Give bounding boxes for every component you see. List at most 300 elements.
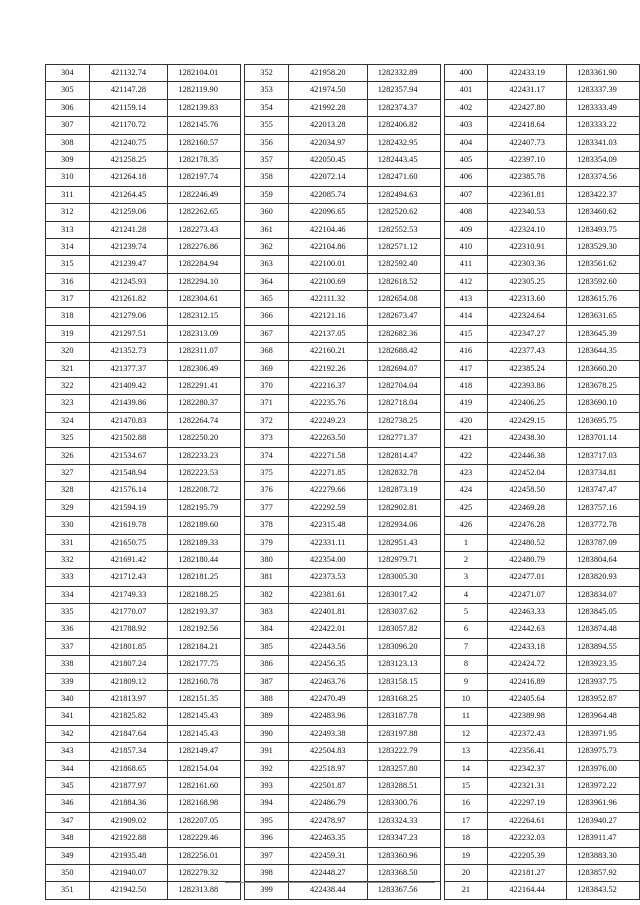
table-row — [444, 169, 639, 186]
x-coordinate-cell: 422393.86 — [488, 378, 567, 395]
point-number-cell: 347 — [46, 812, 90, 829]
x-coordinate-cell: 421245.93 — [89, 273, 168, 290]
x-coordinate-cell: 421909.02 — [89, 812, 168, 829]
x-coordinate-cell: 421868.65 — [89, 760, 168, 777]
y-coordinate-cell: 1282197.74 — [168, 169, 241, 186]
x-coordinate-cell: 422232.03 — [488, 830, 567, 847]
x-coordinate-cell: 422471.07 — [488, 586, 567, 603]
table-row — [245, 534, 440, 551]
y-coordinate-cell: 1283333.22 — [567, 117, 640, 134]
x-coordinate-cell: 421548.94 — [89, 464, 168, 481]
table-row — [245, 238, 440, 255]
point-number-cell: 355 — [245, 117, 289, 134]
x-coordinate-cell: 422385.24 — [488, 360, 567, 377]
point-number-cell: 385 — [245, 638, 289, 655]
table-row — [245, 395, 440, 412]
table-row — [46, 204, 241, 221]
point-number-cell: 365 — [245, 291, 289, 308]
x-coordinate-cell: 421942.50 — [89, 882, 168, 899]
x-coordinate-cell: 421258.25 — [89, 151, 168, 168]
table-row — [46, 151, 241, 168]
table-row — [46, 725, 241, 742]
coordinate-table-1 — [45, 64, 241, 900]
x-coordinate-cell: 422443.56 — [288, 638, 367, 655]
y-coordinate-cell: 1283187.78 — [367, 708, 440, 725]
x-coordinate-cell: 421297.51 — [89, 325, 168, 342]
table-row — [46, 343, 241, 360]
x-coordinate-cell: 421884.36 — [89, 795, 168, 812]
x-coordinate-cell: 421594.19 — [89, 499, 168, 516]
point-number-cell: 407 — [444, 186, 488, 203]
table-row — [245, 882, 440, 899]
table-row — [46, 604, 241, 621]
y-coordinate-cell: 1282934.06 — [367, 517, 440, 534]
y-coordinate-cell: 1282145.43 — [168, 725, 241, 742]
y-coordinate-cell: 1282154.04 — [168, 760, 241, 777]
x-coordinate-cell: 422452.04 — [488, 464, 567, 481]
y-coordinate-cell: 1282192.56 — [168, 621, 241, 638]
x-coordinate-cell: 422100.69 — [288, 273, 367, 290]
x-coordinate-cell: 422463.33 — [488, 604, 567, 621]
y-coordinate-cell: 1282520.62 — [367, 204, 440, 221]
table-row — [444, 586, 639, 603]
point-number-cell: 361 — [245, 221, 289, 238]
y-coordinate-cell: 1283168.25 — [367, 691, 440, 708]
y-coordinate-cell: 1283857.92 — [567, 864, 640, 881]
x-coordinate-cell: 421239.47 — [89, 256, 168, 273]
y-coordinate-cell: 1282682.36 — [367, 325, 440, 342]
y-coordinate-cell: 1283747.47 — [567, 482, 640, 499]
x-coordinate-cell: 422463.35 — [288, 830, 367, 847]
x-coordinate-cell: 422096.65 — [288, 204, 367, 221]
x-coordinate-cell: 422372.43 — [488, 725, 567, 742]
table-row — [245, 760, 440, 777]
x-coordinate-cell: 422085.74 — [288, 186, 367, 203]
point-number-cell: 10 — [444, 691, 488, 708]
point-number-cell: 341 — [46, 708, 90, 725]
x-coordinate-cell: 422263.50 — [288, 430, 367, 447]
x-coordinate-cell: 422192.26 — [288, 360, 367, 377]
point-number-cell: 357 — [245, 151, 289, 168]
x-coordinate-cell: 422478.97 — [288, 812, 367, 829]
table-row — [46, 378, 241, 395]
x-coordinate-cell: 421241.28 — [89, 221, 168, 238]
table-row — [444, 864, 639, 881]
x-coordinate-cell: 421650.75 — [89, 534, 168, 551]
x-coordinate-cell: 422406.25 — [488, 395, 567, 412]
point-number-cell: 408 — [444, 204, 488, 221]
x-coordinate-cell: 422385.78 — [488, 169, 567, 186]
x-coordinate-cell: 421788.92 — [89, 621, 168, 638]
point-number-cell: 307 — [46, 117, 90, 134]
table-row — [444, 569, 639, 586]
table-row — [245, 186, 440, 203]
table-row — [444, 656, 639, 673]
point-number-cell: 331 — [46, 534, 90, 551]
point-number-cell: 395 — [245, 812, 289, 829]
table-row — [46, 673, 241, 690]
point-number-cell: 20 — [444, 864, 488, 881]
point-number-cell: 15 — [444, 778, 488, 795]
table-row — [245, 360, 440, 377]
point-number-cell: 364 — [245, 273, 289, 290]
table-row — [245, 308, 440, 325]
table-row — [245, 638, 440, 655]
x-coordinate-cell: 422342.37 — [488, 760, 567, 777]
point-number-cell: 304 — [46, 65, 90, 82]
point-number-cell: 311 — [46, 186, 90, 203]
point-number-cell: 424 — [444, 482, 488, 499]
point-number-cell: 384 — [245, 621, 289, 638]
point-number-cell: 405 — [444, 151, 488, 168]
point-number-cell: 1 — [444, 534, 488, 551]
x-coordinate-cell: 422013.28 — [288, 117, 367, 134]
y-coordinate-cell: 1283341.03 — [567, 134, 640, 151]
y-coordinate-cell: 1282951.43 — [367, 534, 440, 551]
coordinate-table-3 — [444, 64, 640, 900]
y-coordinate-cell: 1282357.94 — [367, 82, 440, 99]
y-coordinate-cell: 1283644.35 — [567, 343, 640, 360]
y-coordinate-cell: 1283222.79 — [367, 743, 440, 760]
table-row — [245, 117, 440, 134]
table-row — [444, 812, 639, 829]
point-number-cell: 423 — [444, 464, 488, 481]
table-row — [46, 464, 241, 481]
point-number-cell: 406 — [444, 169, 488, 186]
point-number-cell: 410 — [444, 238, 488, 255]
x-coordinate-cell: 422347.27 — [488, 325, 567, 342]
x-coordinate-cell: 422407.73 — [488, 134, 567, 151]
x-coordinate-cell: 421801.85 — [89, 638, 168, 655]
table-row — [444, 743, 639, 760]
y-coordinate-cell: 1282189.60 — [168, 517, 241, 534]
point-number-cell: 402 — [444, 99, 488, 116]
point-number-cell: 359 — [245, 186, 289, 203]
x-coordinate-cell: 422205.39 — [488, 847, 567, 864]
y-coordinate-cell: 1282149.47 — [168, 743, 241, 760]
y-coordinate-cell: 1283615.76 — [567, 291, 640, 308]
table-row — [444, 621, 639, 638]
y-coordinate-cell: 1283333.49 — [567, 99, 640, 116]
x-coordinate-cell: 422477.01 — [488, 569, 567, 586]
x-coordinate-cell: 422072.14 — [288, 169, 367, 186]
x-coordinate-cell: 422459.31 — [288, 847, 367, 864]
x-coordinate-cell: 422476.28 — [488, 517, 567, 534]
x-coordinate-cell: 421352.73 — [89, 343, 168, 360]
y-coordinate-cell: 1283368.50 — [367, 864, 440, 881]
table-row — [245, 464, 440, 481]
table-row — [46, 117, 241, 134]
point-number-cell: 393 — [245, 778, 289, 795]
x-coordinate-cell: 422354.00 — [288, 551, 367, 568]
point-number-cell: 412 — [444, 273, 488, 290]
table-row — [46, 708, 241, 725]
y-coordinate-cell: 1283734.81 — [567, 464, 640, 481]
x-coordinate-cell: 422377.43 — [488, 343, 567, 360]
x-coordinate-cell: 421940.07 — [89, 864, 168, 881]
point-number-cell: 318 — [46, 308, 90, 325]
point-number-cell: 375 — [245, 464, 289, 481]
table-row — [444, 99, 639, 116]
x-coordinate-cell: 422433.18 — [488, 638, 567, 655]
table-row — [444, 673, 639, 690]
y-coordinate-cell: 1283952.87 — [567, 691, 640, 708]
y-coordinate-cell: 1282160.57 — [168, 134, 241, 151]
point-number-cell: 377 — [245, 499, 289, 516]
table-row — [245, 864, 440, 881]
point-number-cell: 344 — [46, 760, 90, 777]
x-coordinate-cell: 422303.36 — [488, 256, 567, 273]
table-row — [245, 708, 440, 725]
table-row — [245, 778, 440, 795]
y-coordinate-cell: 1282306.49 — [168, 360, 241, 377]
point-number-cell: 363 — [245, 256, 289, 273]
y-coordinate-cell: 1282432.95 — [367, 134, 440, 151]
table-row — [444, 499, 639, 516]
y-coordinate-cell: 1282233.23 — [168, 447, 241, 464]
y-coordinate-cell: 1282313.88 — [168, 882, 241, 899]
table-row — [46, 482, 241, 499]
table-row — [46, 830, 241, 847]
point-number-cell: 323 — [46, 395, 90, 412]
y-coordinate-cell: 1282160.78 — [168, 673, 241, 690]
y-coordinate-cell: 1282246.49 — [168, 186, 241, 203]
point-number-cell: 418 — [444, 378, 488, 395]
table-row — [245, 795, 440, 812]
y-coordinate-cell: 1283701.14 — [567, 430, 640, 447]
table-row — [46, 82, 241, 99]
point-number-cell: 19 — [444, 847, 488, 864]
table-row — [444, 604, 639, 621]
x-coordinate-cell: 422340.53 — [488, 204, 567, 221]
table-row — [444, 847, 639, 864]
y-coordinate-cell: 1283324.33 — [367, 812, 440, 829]
point-number-cell: 409 — [444, 221, 488, 238]
x-coordinate-cell: 421576.14 — [89, 482, 168, 499]
table-row — [444, 760, 639, 777]
x-coordinate-cell: 421159.14 — [89, 99, 168, 116]
table-row — [245, 656, 440, 673]
y-coordinate-cell: 1283883.30 — [567, 847, 640, 864]
table-row — [444, 117, 639, 134]
y-coordinate-cell: 1282280.37 — [168, 395, 241, 412]
y-coordinate-cell: 1283804.64 — [567, 551, 640, 568]
table-row — [444, 430, 639, 447]
y-coordinate-cell: 1282207.05 — [168, 812, 241, 829]
table-row — [444, 134, 639, 151]
table-row — [245, 830, 440, 847]
y-coordinate-cell: 1282313.09 — [168, 325, 241, 342]
point-number-cell: 319 — [46, 325, 90, 342]
x-coordinate-cell: 421877.97 — [89, 778, 168, 795]
y-coordinate-cell: 1282151.35 — [168, 691, 241, 708]
point-number-cell: 353 — [245, 82, 289, 99]
x-coordinate-cell: 422313.60 — [488, 291, 567, 308]
y-coordinate-cell: 1282177.75 — [168, 656, 241, 673]
y-coordinate-cell: 1283361.90 — [567, 65, 640, 82]
point-number-cell: 403 — [444, 117, 488, 134]
point-number-cell: 420 — [444, 412, 488, 429]
table-row — [46, 517, 241, 534]
table-row — [245, 447, 440, 464]
x-coordinate-cell: 422486.79 — [288, 795, 367, 812]
y-coordinate-cell: 1283972.22 — [567, 778, 640, 795]
y-coordinate-cell: 1282276.86 — [168, 238, 241, 255]
x-coordinate-cell: 422438.44 — [288, 882, 367, 899]
y-coordinate-cell: 1283940.27 — [567, 812, 640, 829]
table-row — [444, 204, 639, 221]
point-number-cell: 358 — [245, 169, 289, 186]
y-coordinate-cell: 1283631.65 — [567, 308, 640, 325]
x-coordinate-cell: 422469.28 — [488, 499, 567, 516]
table-row — [245, 430, 440, 447]
y-coordinate-cell: 1282195.79 — [168, 499, 241, 516]
y-coordinate-cell: 1282873.19 — [367, 482, 440, 499]
y-coordinate-cell: 1283843.52 — [567, 882, 640, 899]
point-number-cell: 378 — [245, 517, 289, 534]
table-row — [46, 569, 241, 586]
table-row — [245, 673, 440, 690]
x-coordinate-cell: 421809.12 — [89, 673, 168, 690]
y-coordinate-cell: 1282443.45 — [367, 151, 440, 168]
y-coordinate-cell: 1283964.48 — [567, 708, 640, 725]
point-number-cell: 421 — [444, 430, 488, 447]
table-row — [245, 151, 440, 168]
point-number-cell: 422 — [444, 447, 488, 464]
table-row — [46, 430, 241, 447]
table-row — [245, 743, 440, 760]
y-coordinate-cell: 1282694.07 — [367, 360, 440, 377]
point-number-cell: 328 — [46, 482, 90, 499]
y-coordinate-cell: 1283300.76 — [367, 795, 440, 812]
point-number-cell: 11 — [444, 708, 488, 725]
y-coordinate-cell: 1283695.75 — [567, 412, 640, 429]
table-row — [245, 517, 440, 534]
y-coordinate-cell: 1283360.96 — [367, 847, 440, 864]
table-row — [46, 760, 241, 777]
y-coordinate-cell: 1283005.30 — [367, 569, 440, 586]
x-coordinate-cell: 422305.25 — [488, 273, 567, 290]
x-coordinate-cell: 422401.81 — [288, 604, 367, 621]
y-coordinate-cell: 1283057.82 — [367, 621, 440, 638]
table-row — [245, 291, 440, 308]
point-number-cell: 368 — [245, 343, 289, 360]
table-row — [444, 151, 639, 168]
x-coordinate-cell: 422405.64 — [488, 691, 567, 708]
table-row — [46, 395, 241, 412]
y-coordinate-cell: 1282832.78 — [367, 464, 440, 481]
y-coordinate-cell: 1283923.35 — [567, 656, 640, 673]
y-coordinate-cell: 1283772.78 — [567, 517, 640, 534]
point-number-cell: 372 — [245, 412, 289, 429]
y-coordinate-cell: 1283961.96 — [567, 795, 640, 812]
table-row — [245, 99, 440, 116]
table-row — [46, 238, 241, 255]
y-coordinate-cell: 1282181.25 — [168, 569, 241, 586]
table-row — [444, 447, 639, 464]
table-row — [444, 795, 639, 812]
table-row — [444, 65, 639, 82]
table-row — [245, 273, 440, 290]
y-coordinate-cell: 1282902.81 — [367, 499, 440, 516]
x-coordinate-cell: 422442.63 — [488, 621, 567, 638]
y-coordinate-cell: 1283717.03 — [567, 447, 640, 464]
point-number-cell: 352 — [245, 65, 289, 82]
x-coordinate-cell: 422480.79 — [488, 551, 567, 568]
point-number-cell: 3 — [444, 569, 488, 586]
x-coordinate-cell: 422164.44 — [488, 882, 567, 899]
x-coordinate-cell: 422438.30 — [488, 430, 567, 447]
point-number-cell: 335 — [46, 604, 90, 621]
table-row — [46, 325, 241, 342]
x-coordinate-cell: 422216.37 — [288, 378, 367, 395]
table-row — [46, 795, 241, 812]
point-number-cell: 14 — [444, 760, 488, 777]
y-coordinate-cell: 1282264.74 — [168, 412, 241, 429]
x-coordinate-cell: 422324.64 — [488, 308, 567, 325]
table-row — [245, 586, 440, 603]
y-coordinate-cell: 1282145.76 — [168, 117, 241, 134]
y-coordinate-cell: 1282771.37 — [367, 430, 440, 447]
x-coordinate-cell: 421279.06 — [89, 308, 168, 325]
x-coordinate-cell: 422034.97 — [288, 134, 367, 151]
point-number-cell: 425 — [444, 499, 488, 516]
table-row — [46, 621, 241, 638]
point-number-cell: 308 — [46, 134, 90, 151]
table-row — [444, 378, 639, 395]
coordinate-tables — [45, 64, 640, 900]
y-coordinate-cell: 1282279.32 — [168, 864, 241, 881]
y-coordinate-cell: 1283123.13 — [367, 656, 440, 673]
point-number-cell: 376 — [245, 482, 289, 499]
point-number-cell: 21 — [444, 882, 488, 899]
x-coordinate-cell: 422271.85 — [288, 464, 367, 481]
y-coordinate-cell: 1282552.53 — [367, 221, 440, 238]
x-coordinate-cell: 422297.19 — [488, 795, 567, 812]
point-number-cell: 416 — [444, 343, 488, 360]
y-coordinate-cell: 1282592.40 — [367, 256, 440, 273]
x-coordinate-cell: 422446.38 — [488, 447, 567, 464]
x-coordinate-cell: 421259.06 — [89, 204, 168, 221]
point-number-cell: 309 — [46, 151, 90, 168]
point-number-cell: 339 — [46, 673, 90, 690]
table-row — [245, 169, 440, 186]
point-number-cell: 388 — [245, 691, 289, 708]
table-row — [46, 499, 241, 516]
x-coordinate-cell: 421439.86 — [89, 395, 168, 412]
table-row — [46, 551, 241, 568]
table-row — [245, 256, 440, 273]
point-number-cell: 380 — [245, 551, 289, 568]
y-coordinate-cell: 1282294.10 — [168, 273, 241, 290]
y-coordinate-cell: 1283874.48 — [567, 621, 640, 638]
point-number-cell: 2 — [444, 551, 488, 568]
x-coordinate-cell: 422418.64 — [488, 117, 567, 134]
table-row — [245, 325, 440, 342]
x-coordinate-cell: 422431.17 — [488, 82, 567, 99]
x-coordinate-cell: 422361.81 — [488, 186, 567, 203]
x-coordinate-cell: 421619.78 — [89, 517, 168, 534]
y-coordinate-cell: 1283257.80 — [367, 760, 440, 777]
x-coordinate-cell: 421691.42 — [89, 551, 168, 568]
table-row — [444, 482, 639, 499]
point-number-cell: 325 — [46, 430, 90, 447]
table-row — [444, 395, 639, 412]
x-coordinate-cell: 422331.11 — [288, 534, 367, 551]
point-number-cell: 7 — [444, 638, 488, 655]
x-coordinate-cell: 421807.24 — [89, 656, 168, 673]
y-coordinate-cell: 1282193.37 — [168, 604, 241, 621]
